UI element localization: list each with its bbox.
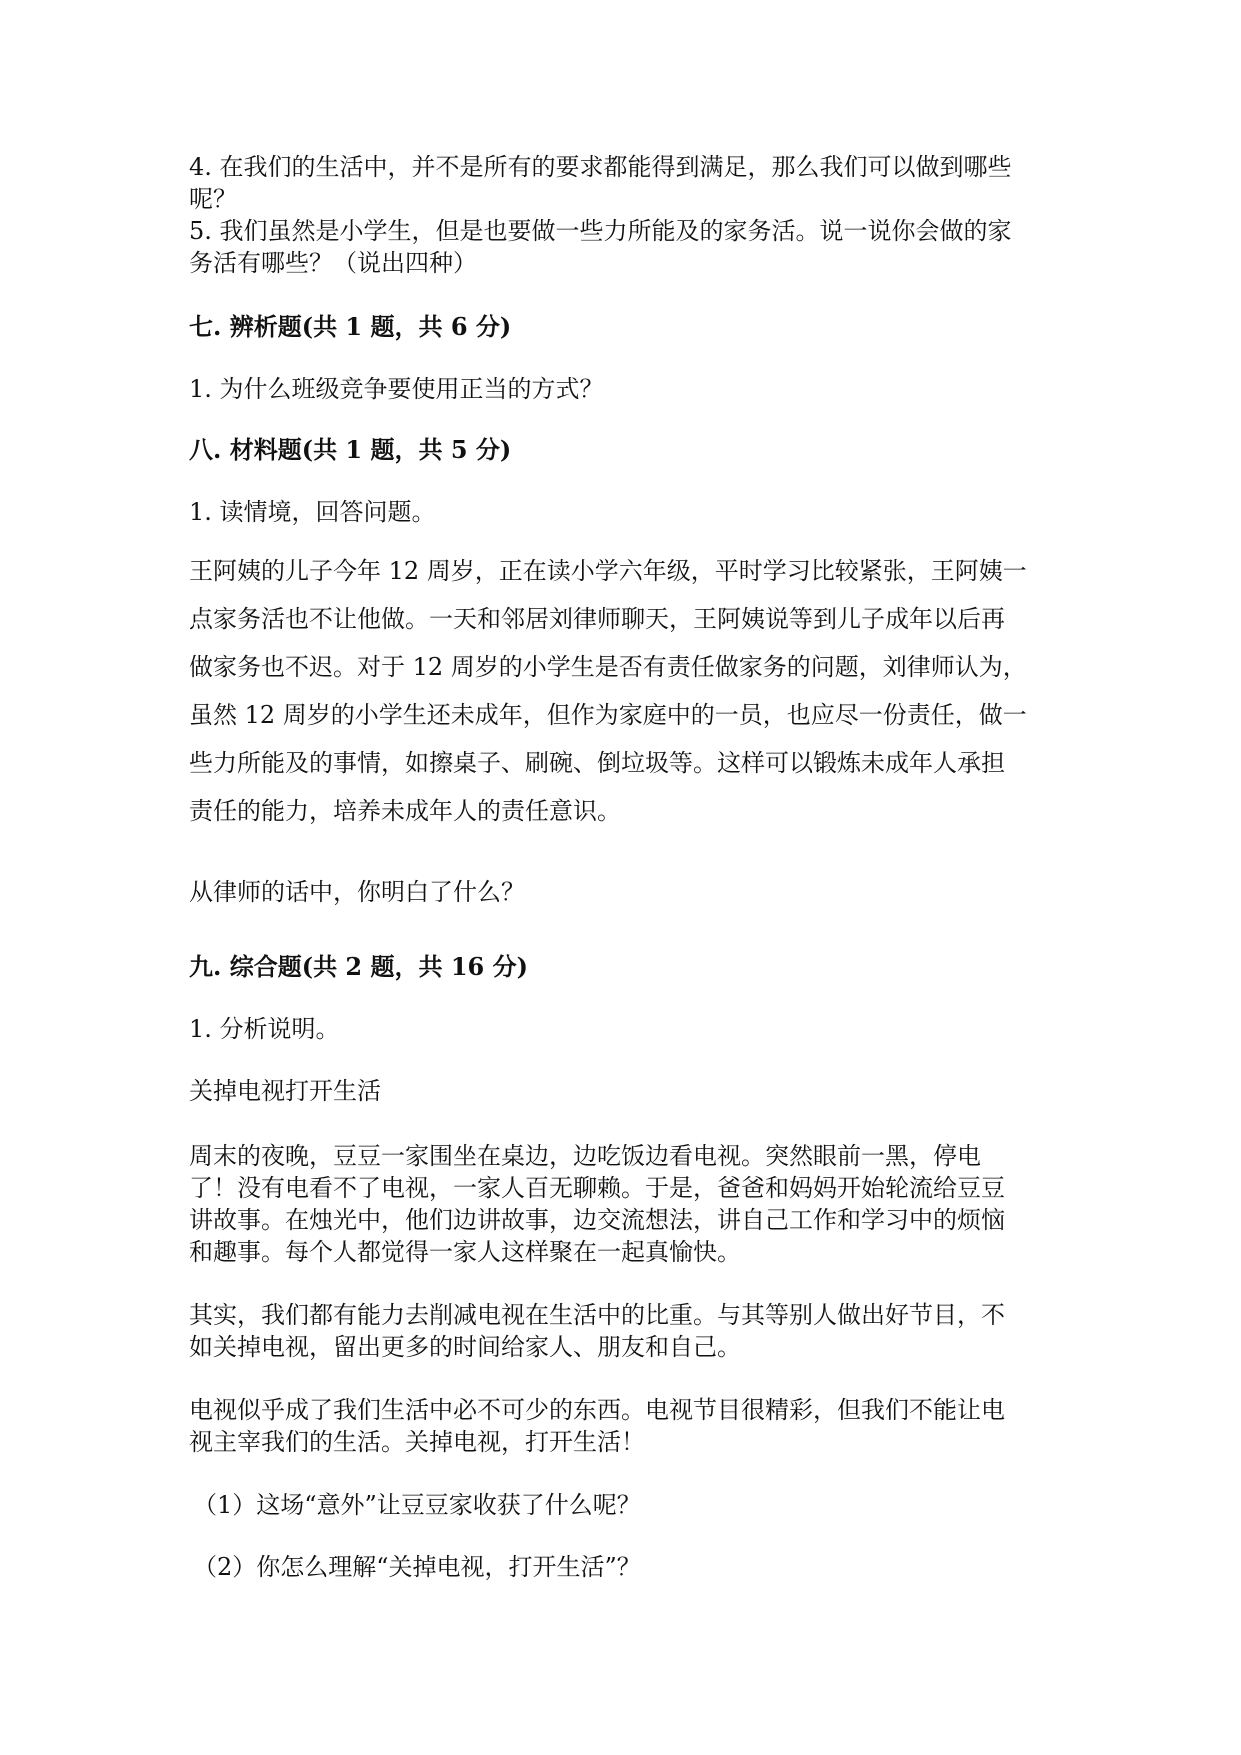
question-4-line-1: 4. 在我们的生活中，并不是所有的要求都能得到满足，那么我们可以做到哪些: [189, 153, 1012, 181]
section-7-question-1: 1. 为什么班级竞争要使用正当的方式？: [189, 375, 604, 403]
passage-paragraph-3: [189, 1394, 1049, 1458]
passage-title: 关掉电视打开生活: [189, 1077, 381, 1105]
material-line-6: 责任的能力，培养未成年人的责任意识。: [189, 797, 621, 825]
passage-2-line-1: 其实，我们都有能力去削减电视在生活中的比重。与其等别人做出好节目，不: [189, 1301, 1005, 1329]
section-9-question-1: 1. 分析说明。: [189, 1015, 340, 1043]
material-line-2: 点家务活也不让他做。一天和邻居刘律师聊天，王阿姨说等到儿子成年以后再: [189, 605, 1005, 633]
section-8-question-1: 1. 读情境，回答问题。: [189, 498, 436, 526]
question-5-line-1: 5. 我们虽然是小学生，但是也要做一些力所能及的家务活。说一说你会做的家: [189, 217, 1012, 245]
passage-1-line-2: 了！没有电看不了电视，一家人百无聊赖。于是，爸爸和妈妈开始轮流给豆豆: [189, 1174, 1005, 1202]
passage-paragraph-1: [189, 1140, 1049, 1268]
material-line-5: 些力所能及的事情，如擦桌子、刷碗、倒垃圾等。这样可以锻炼未成年人承担: [189, 749, 1005, 777]
passage-3-line-1: 电视似乎成了我们生活中必不可少的东西。电视节目很精彩，但我们不能让电: [189, 1396, 1005, 1424]
section-9-heading: 九. 综合题(共 2 题，共 16 分): [189, 952, 528, 981]
material-paragraph: [189, 547, 1049, 835]
passage-1-line-1: 周末的夜晚，豆豆一家围坐在桌边，边吃饭边看电视。突然眼前一黑，停电: [189, 1142, 981, 1170]
passage-1-line-3: 讲故事。在烛光中，他们边讲故事，边交流想法，讲自己工作和学习中的烦恼: [189, 1206, 1005, 1234]
passage-3-line-2: 视主宰我们的生活。关掉电视，打开生活！: [189, 1428, 645, 1456]
section-8-heading: 八. 材料题(共 1 题，共 5 分): [189, 435, 512, 464]
material-line-4: 虽然 12 周岁的小学生还未成年，但作为家庭中的一员，也应尽一份责任，做一: [189, 701, 1027, 729]
sub-question-2: （2）你怎么理解“关掉电视，打开生活”？: [193, 1553, 641, 1581]
material-question: 从律师的话中，你明白了什么？: [189, 878, 525, 906]
sub-question-1: （1）这场“意外”让豆豆家收获了什么呢？: [193, 1491, 641, 1519]
passage-2-line-2: 如关掉电视，留出更多的时间给家人、朋友和自己。: [189, 1333, 741, 1361]
passage-1-line-4: 和趣事。每个人都觉得一家人这样聚在一起真愉快。: [189, 1238, 741, 1266]
question-5-line-2: 务活有哪些？（说出四种）: [189, 249, 477, 277]
question-4: [189, 151, 1049, 215]
passage-paragraph-2: [189, 1299, 1049, 1363]
section-7-heading: 七. 辨析题(共 1 题，共 6 分): [189, 312, 512, 341]
material-line-1: 王阿姨的儿子今年 12 周岁，正在读小学六年级，平时学习比较紧张，王阿姨一: [189, 557, 1027, 585]
question-4-line-2: 呢？: [189, 185, 237, 213]
material-line-3: 做家务也不迟。对于 12 周岁的小学生是否有责任做家务的问题，刘律师认为，: [189, 653, 1027, 681]
question-5: [189, 215, 1049, 279]
